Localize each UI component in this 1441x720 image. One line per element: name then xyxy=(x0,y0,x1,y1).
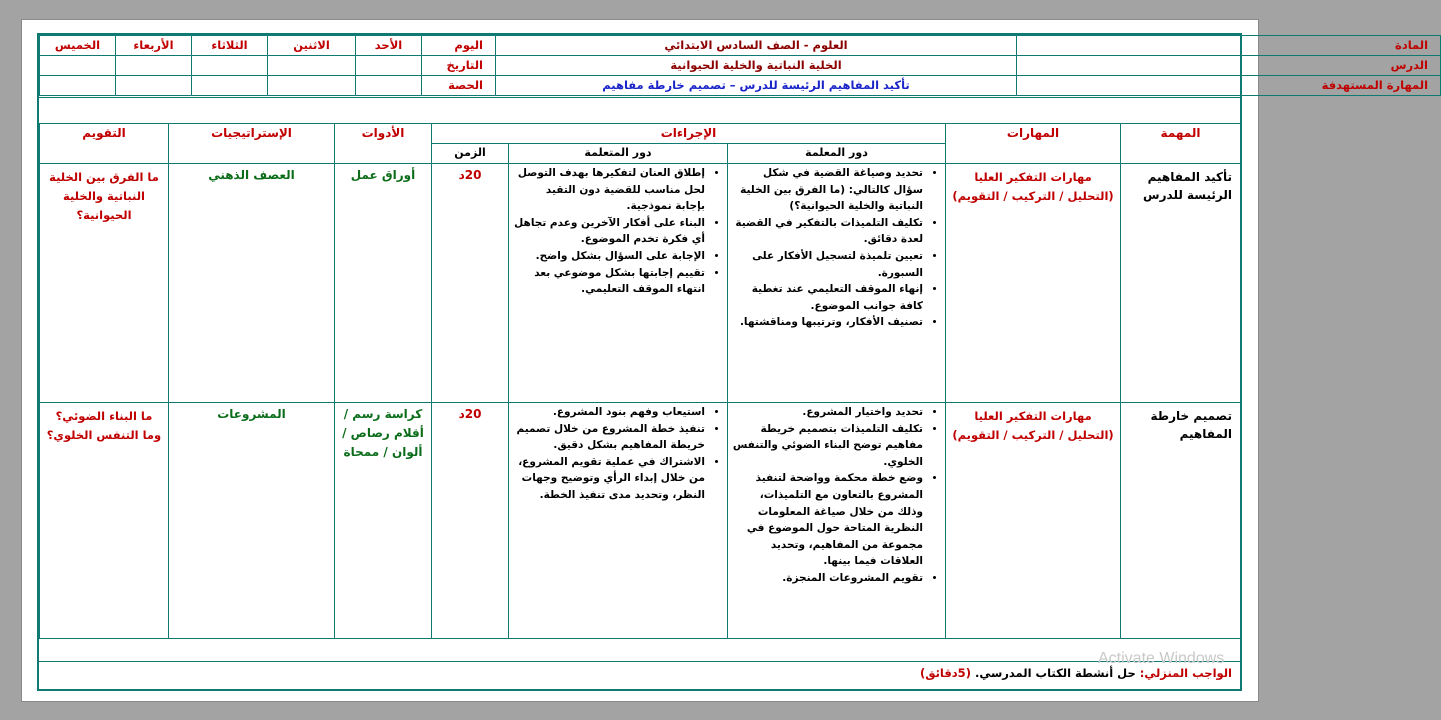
lesson-plan-frame xyxy=(37,33,1429,691)
procedures-table xyxy=(39,123,1241,639)
day-monday: الاثنين xyxy=(268,36,356,56)
day-wednesday: الأربعاء xyxy=(116,36,192,56)
activate-windows-watermark: Activate Windows xyxy=(1098,650,1225,667)
list-item: • وضع خطة محكمة وواضحة لتنفيذ المشروع بالتعاون مع التلميذات، وذلك من خلال صياغة المعلومات النظرية المتاحة حول الموضوع في مجموعة من المفاهيم، وتحديد العلاقات فيما بينها. xyxy=(732,470,923,570)
list-item: • إنهاء الموقف التعليمي عند تغطية كافة جوانب الموضوع. xyxy=(732,281,923,314)
strategy-cell: المشروعات xyxy=(169,403,335,639)
time-cell: 20د xyxy=(432,403,509,639)
period-cell-wednesday xyxy=(116,76,192,96)
task-cell: تأكيد المفاهيم الرئيسة للدرس xyxy=(1121,164,1241,403)
list-item: • تحديد وصياغة القضية في شكل سؤال كالتالي: (ما الفرق بين الخلية النباتية والخلية الحيوانية؟) xyxy=(732,165,923,215)
homework-line xyxy=(920,666,1232,680)
header-teacher-role: دور المعلمة xyxy=(728,144,946,164)
period-cell-sunday xyxy=(356,76,422,96)
subject-value: العلوم - الصف السادس الابتدائي xyxy=(496,36,1017,56)
day-sunday: الأحد xyxy=(356,36,422,56)
list-item: • البناء على أفكار الآخرين وعدم تجاهل أي فكرة تخدم الموضوع. xyxy=(513,215,705,248)
header-spacer xyxy=(39,97,1240,124)
homework-divider xyxy=(39,661,1240,662)
date-cell-wednesday xyxy=(116,56,192,76)
header-skills: المهارات xyxy=(946,124,1121,164)
list-item: • تكليف التلميذات بالتفكير في القضية لعدة دقائق. xyxy=(732,215,923,248)
tools-cell: كراسة رسم / أقلام رصاص / ألوان / ممحاة xyxy=(335,403,432,639)
table-row xyxy=(40,164,1241,403)
date-cell-tuesday xyxy=(192,56,268,76)
day-tuesday: الثلاثاء xyxy=(192,36,268,56)
period-label: الحصة xyxy=(422,76,496,96)
target-skill-label: المهارة المستهدفة xyxy=(1017,76,1441,96)
header-tools: الأدوات xyxy=(335,124,432,164)
list-item: • تصنيف الأفكار، وترتيبها ومناقشتها. xyxy=(732,314,923,331)
skills-cell: مهارات التفكير العليا (التحليل / التركيب / التقويم) xyxy=(946,403,1121,639)
skills-cell: مهارات التفكير العليا (التحليل / التركيب / التقويم) xyxy=(946,164,1121,403)
date-cell-monday xyxy=(268,56,356,76)
evaluation-cell: ما الفرق بين الخلية النباتية والخلية الحيوانية؟ xyxy=(40,164,169,403)
tools-cell: أوراق عمل xyxy=(335,164,432,403)
header-procedures: الإجراءات xyxy=(432,124,946,144)
list-item: • تقييم إجابتها بشكل موضوعي بعد انتهاء الموقف التعليمي. xyxy=(513,265,705,298)
lesson-value: الخلية النباتية والخلية الحيوانية xyxy=(496,56,1017,76)
list-item: • الإجابة على السؤال بشكل واضح. xyxy=(513,248,705,265)
table-row xyxy=(40,403,1241,639)
subject-label: المادة xyxy=(1017,36,1441,56)
header-table xyxy=(39,35,1441,96)
list-item: • تعيين تلميذة لتسجيل الأفكار على السبورة. xyxy=(732,248,923,281)
header-time: الزمن xyxy=(432,144,509,164)
homework-duration: (5دقائق) xyxy=(919,666,971,680)
student-role-cell xyxy=(509,164,728,403)
period-cell-tuesday xyxy=(192,76,268,96)
time-cell: 20د xyxy=(432,164,509,403)
header-task: المهمة xyxy=(1121,124,1241,164)
list-item: • استيعاب وفهم بنود المشروع. xyxy=(513,404,705,421)
list-item: • تقويم المشروعات المنجزة. xyxy=(732,570,923,587)
lesson-label: الدرس xyxy=(1017,56,1441,76)
target-skill-value: تأكيد المفاهيم الرئيسة للدرس – تصميم خارطة مفاهيم xyxy=(496,76,1017,96)
header-student-role: دور المتعلمة xyxy=(509,144,728,164)
header-strategies: الإستراتيجيات xyxy=(169,124,335,164)
day-label: اليوم xyxy=(422,36,496,56)
date-cell-thursday xyxy=(40,56,116,76)
teacher-role-cell xyxy=(728,403,946,639)
list-item: • الاشتراك في عملية تقويم المشروع، من خلال إبداء الرأي وتوضيح وجهات النظر، وتحديد مدى تنفيذ الخطة. xyxy=(513,454,705,504)
list-item: • تنفيذ خطة المشروع من خلال تصميم خريطة المفاهيم بشكل دقيق. xyxy=(513,421,705,454)
date-cell-sunday xyxy=(356,56,422,76)
period-cell-monday xyxy=(268,76,356,96)
homework-label: الواجب المنزلي: xyxy=(1139,666,1232,680)
teacher-role-cell xyxy=(728,164,946,403)
strategy-cell: العصف الذهني xyxy=(169,164,335,403)
list-item: • تحديد واختيار المشروع. xyxy=(732,404,923,421)
list-item: • إطلاق العنان لتفكيرها بهدف التوصل لحل مناسب للقضية دون التقيد بإجابة نموذجية. xyxy=(513,165,705,215)
header-evaluation: التقويم xyxy=(40,124,169,164)
homework-text: حل أنشطة الكتاب المدرسي. xyxy=(974,666,1136,680)
student-role-cell xyxy=(509,403,728,639)
day-thursday: الخميس xyxy=(40,36,116,56)
evaluation-cell: ما البناء الضوئي؟ وما التنفس الخلوي؟ xyxy=(40,403,169,639)
task-cell: تصميم خارطة المفاهيم xyxy=(1121,403,1241,639)
lesson-plan-sheet xyxy=(21,19,1429,702)
period-cell-thursday xyxy=(40,76,116,96)
list-item: • تكليف التلميذات بتصميم خريطة مفاهيم توضح البناء الضوئي والتنفس الخلوي. xyxy=(732,421,923,471)
date-label: التاريخ xyxy=(422,56,496,76)
